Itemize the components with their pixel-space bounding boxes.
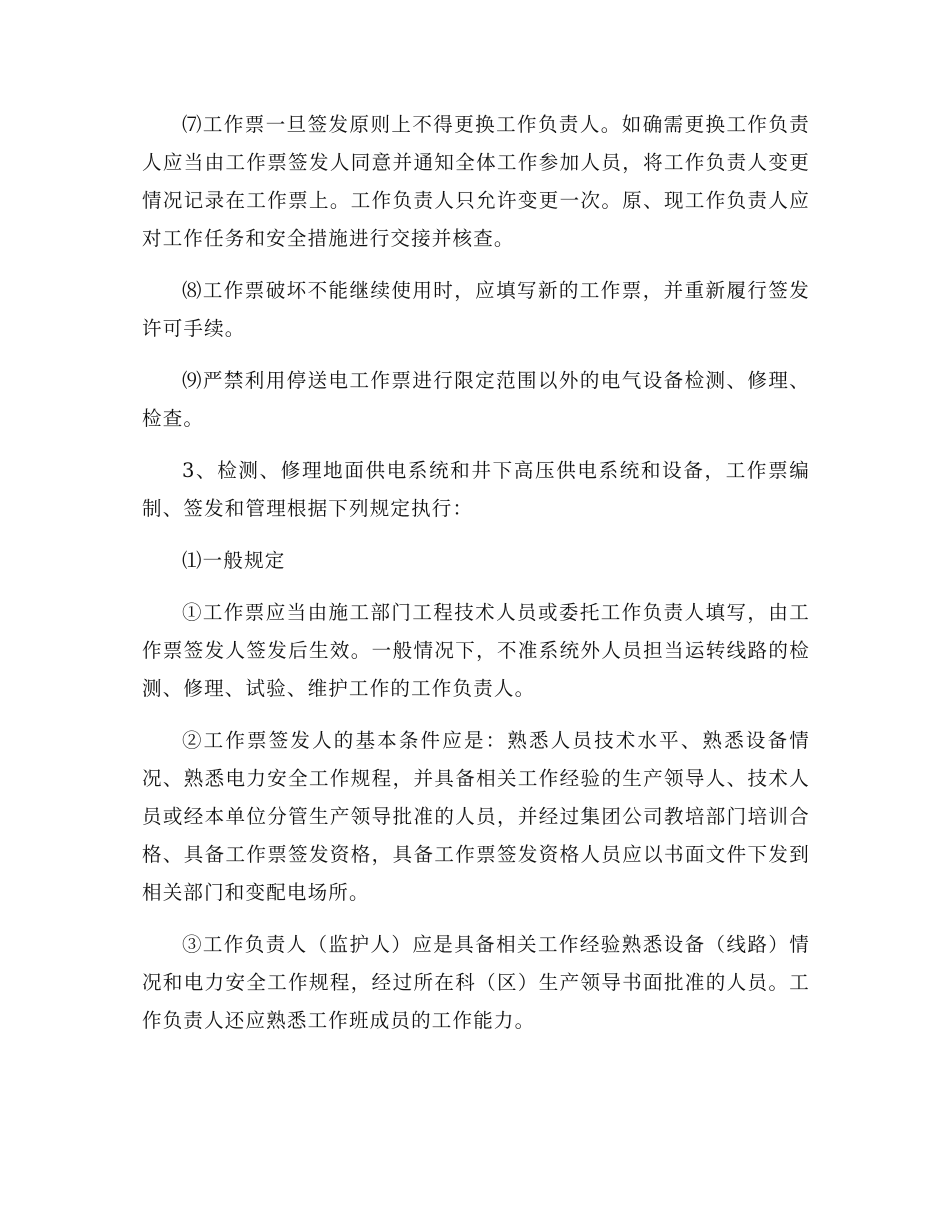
rule-2-ticket-issuer-conditions: ②工作票签发人的基本条件应是：熟悉人员技术水平、熟悉设备情况、熟悉电力安全工作规程，并具备相关工作经验的生产领导人、技术人员或经本单位分管生产领导批准的人员，并经过集团公司教培部门培训合格、具备工作票签发资格，具备工作票签发资格人员应以书面文件下发到相关部门和变配电场所。 — [142, 729, 810, 904]
rule-3-responsible-person: ③工作负责人（监护人）应是具备相关工作经验熟悉设备（线路）情况和电力安全工作规程，经过所在科（区）生产领导书面批准的人员。工作负责人还应熟悉工作班成员的工作能力。 — [142, 933, 810, 1032]
paragraph-9-prohibited-use: ⑼严禁利用停送电工作票进行限定范围以外的电气设备检测、修理、检查。 — [142, 369, 810, 430]
rule-1-ticket-filling: ①工作票应当由施工部门工程技术人员或委托工作负责人填写，由工作票签发人签发后生效。一般情况下，不准系统外人员担当运转线路的检测、修理、试验、维护工作的工作负责人。 — [142, 601, 810, 700]
section-3-heading-paragraph: 3、检测、修理地面供电系统和井下高压供电系统和设备，工作票编制、签发和管理根据下列规定执行： — [142, 459, 810, 520]
document-body — [142, 106, 810, 1054]
subsection-1-general-rules: ⑴一般规定 — [181, 549, 286, 572]
paragraph-7-work-ticket-responsible-change: ⑺工作票一旦签发原则上不得更换工作负责人。如确需更换工作负责人应当由工作票签发人同意并通知全体工作参加人员，将工作负责人变更情况记录在工作票上。工作负责人只允许变更一次。原、现工作负责人应对工作任务和安全措施进行交接并核查。 — [142, 113, 810, 250]
paragraph-8-damaged-work-ticket: ⑻工作票破坏不能继续使用时，应填写新的工作票，并重新履行签发许可手续。 — [142, 279, 810, 340]
